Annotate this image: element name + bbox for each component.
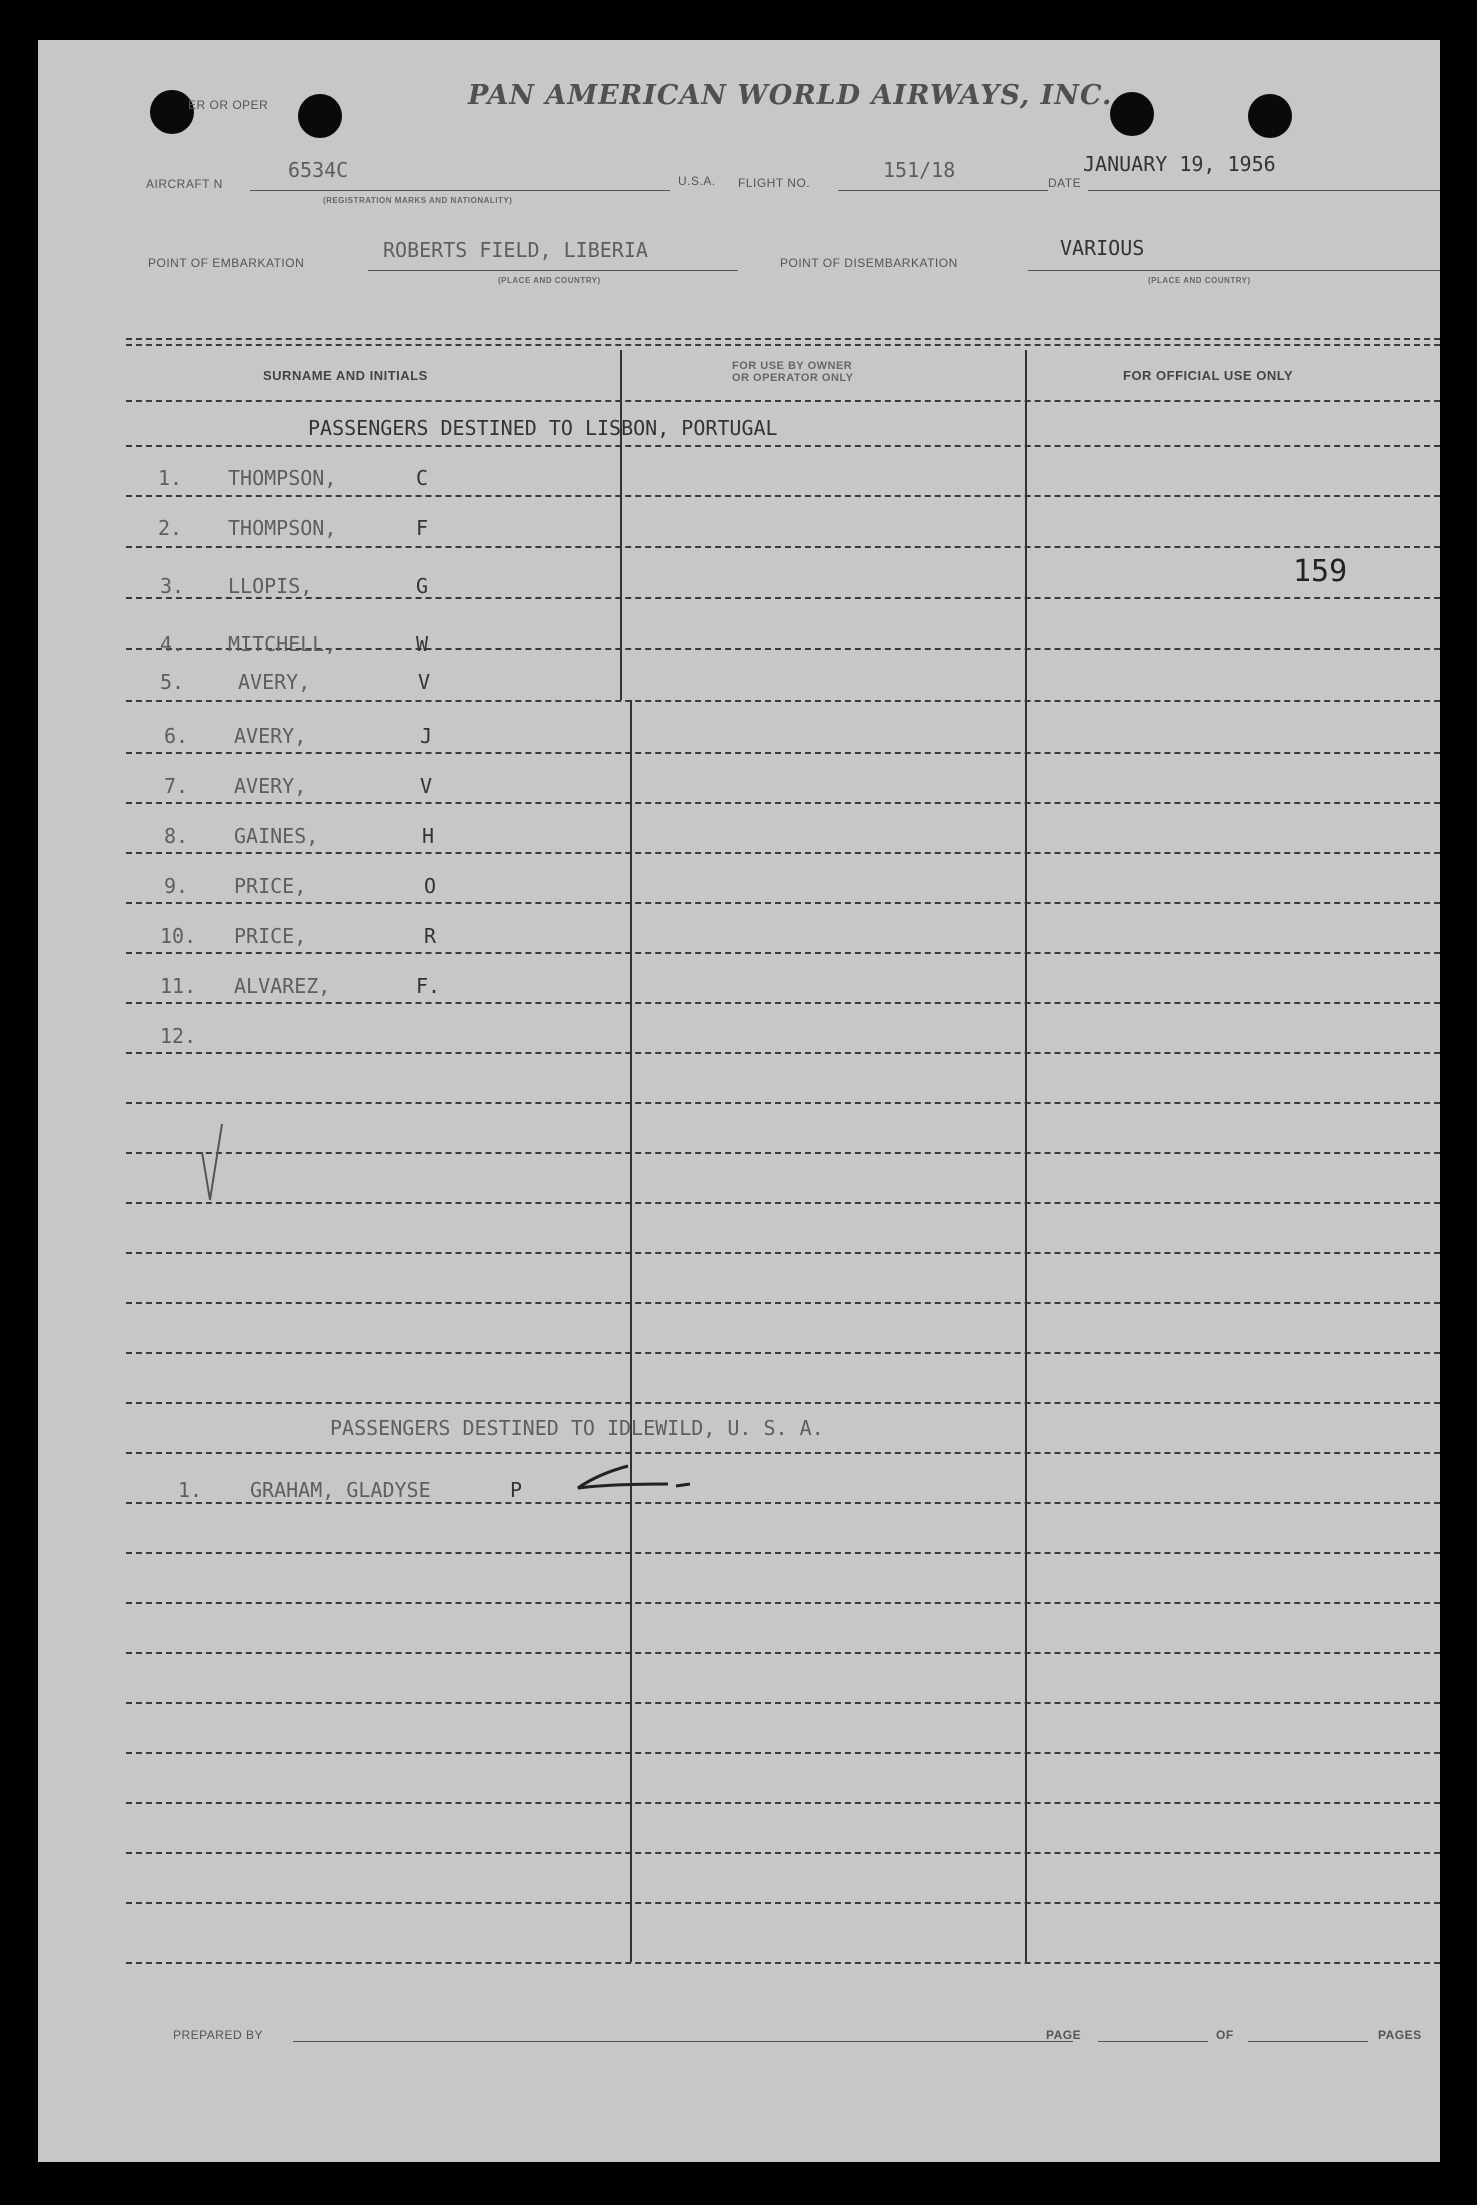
official-use-number: 159 bbox=[1293, 554, 1348, 589]
passenger-surname: ALVAREZ, bbox=[234, 974, 331, 998]
operator-label: ER OR OPER bbox=[188, 98, 269, 112]
pages-label: PAGES bbox=[1378, 2028, 1422, 2042]
passenger-initial: F bbox=[416, 516, 429, 540]
passenger-initial: P bbox=[510, 1478, 523, 1502]
punch-hole bbox=[1248, 94, 1292, 138]
passenger-surname: GAINES, bbox=[234, 824, 319, 848]
disembark-label: POINT OF DISEMBARKATION bbox=[780, 256, 958, 270]
of-label: OF bbox=[1216, 2028, 1234, 2042]
passenger-surname: PRICE, bbox=[234, 924, 307, 948]
passenger-surname: THOMPSON, bbox=[228, 466, 337, 490]
embark-sub: (PLACE AND COUNTRY) bbox=[498, 276, 601, 285]
row-number: 3. bbox=[160, 574, 185, 598]
aircraft-value: 6534C bbox=[288, 158, 349, 182]
passenger-initial: O bbox=[424, 874, 437, 898]
passenger-surname: LLOPIS, bbox=[228, 574, 313, 598]
row-number: 4. bbox=[160, 632, 185, 656]
prepared-by-label: PREPARED BY bbox=[173, 2028, 263, 2042]
aircraft-sub: (REGISTRATION MARKS AND NATIONALITY) bbox=[323, 196, 513, 205]
passenger-surname: MITCHELL, bbox=[228, 632, 337, 656]
col-official-header: FOR OFFICIAL USE ONLY bbox=[1123, 368, 1294, 383]
flight-label: FLIGHT NO. bbox=[738, 176, 811, 190]
pencil-mark bbox=[568, 1460, 698, 1500]
flight-value: 151/18 bbox=[883, 158, 956, 182]
passenger-initial: V bbox=[420, 774, 433, 798]
passenger-surname: AVERY, bbox=[234, 774, 307, 798]
row-number: 11. bbox=[160, 974, 197, 998]
row-number: 8. bbox=[164, 824, 189, 848]
usa-label: U.S.A. bbox=[678, 174, 716, 188]
embark-label: POINT OF EMBARKATION bbox=[148, 256, 305, 270]
checkmark-mark bbox=[198, 1118, 238, 1208]
page-label: PAGE bbox=[1046, 2028, 1082, 2042]
row-number: 10. bbox=[160, 924, 197, 948]
col-owner-header-1: FOR USE BY OWNER bbox=[732, 360, 853, 372]
col-surname-header: SURNAME AND INITIALS bbox=[263, 368, 428, 383]
passenger-initial: V bbox=[418, 670, 431, 694]
airline-title: PAN AMERICAN WORLD AIRWAYS, INC. bbox=[468, 80, 1113, 111]
passenger-surname: THOMPSON, bbox=[228, 516, 337, 540]
embark-value: ROBERTS FIELD, LIBERIA bbox=[383, 238, 648, 262]
passenger-initial: F. bbox=[416, 974, 441, 998]
passenger-initial: G bbox=[416, 574, 429, 598]
punch-hole bbox=[298, 94, 342, 138]
date-value: JANUARY 19, 1956 bbox=[1083, 152, 1276, 176]
row-number: 1. bbox=[158, 466, 183, 490]
row-number: 7. bbox=[164, 774, 189, 798]
passenger-initial: C bbox=[416, 466, 429, 490]
disembark-value: VARIOUS bbox=[1060, 236, 1145, 260]
group-heading-lisbon: PASSENGERS DESTINED TO LISBON, PORTUGAL bbox=[308, 416, 778, 440]
passenger-initial: R bbox=[424, 924, 437, 948]
passenger-surname: AVERY, bbox=[234, 724, 307, 748]
punch-hole bbox=[1110, 92, 1154, 136]
row-number: 5. bbox=[160, 670, 185, 694]
passenger-initial: W bbox=[416, 632, 429, 656]
manifest-sheet bbox=[38, 40, 1440, 2162]
col-owner-header-2: OR OPERATOR ONLY bbox=[732, 372, 854, 384]
passenger-initial: H bbox=[422, 824, 435, 848]
aircraft-label: AIRCRAFT N bbox=[146, 177, 223, 191]
punch-hole bbox=[150, 90, 194, 134]
row-number: 12. bbox=[160, 1024, 197, 1048]
passenger-surname: AVERY, bbox=[238, 670, 311, 694]
passenger-initial: J bbox=[420, 724, 433, 748]
row-number: 6. bbox=[164, 724, 189, 748]
row-number: 9. bbox=[164, 874, 189, 898]
row-number: 2. bbox=[158, 516, 183, 540]
date-label: DATE bbox=[1048, 176, 1082, 190]
disembark-sub: (PLACE AND COUNTRY) bbox=[1148, 276, 1251, 285]
group-heading-idlewild: PASSENGERS DESTINED TO IDLEWILD, U. S. A. bbox=[330, 1416, 824, 1440]
row-number: 1. bbox=[178, 1478, 203, 1502]
passenger-surname: PRICE, bbox=[234, 874, 307, 898]
passenger-surname: GRAHAM, GLADYSE bbox=[250, 1478, 431, 1502]
